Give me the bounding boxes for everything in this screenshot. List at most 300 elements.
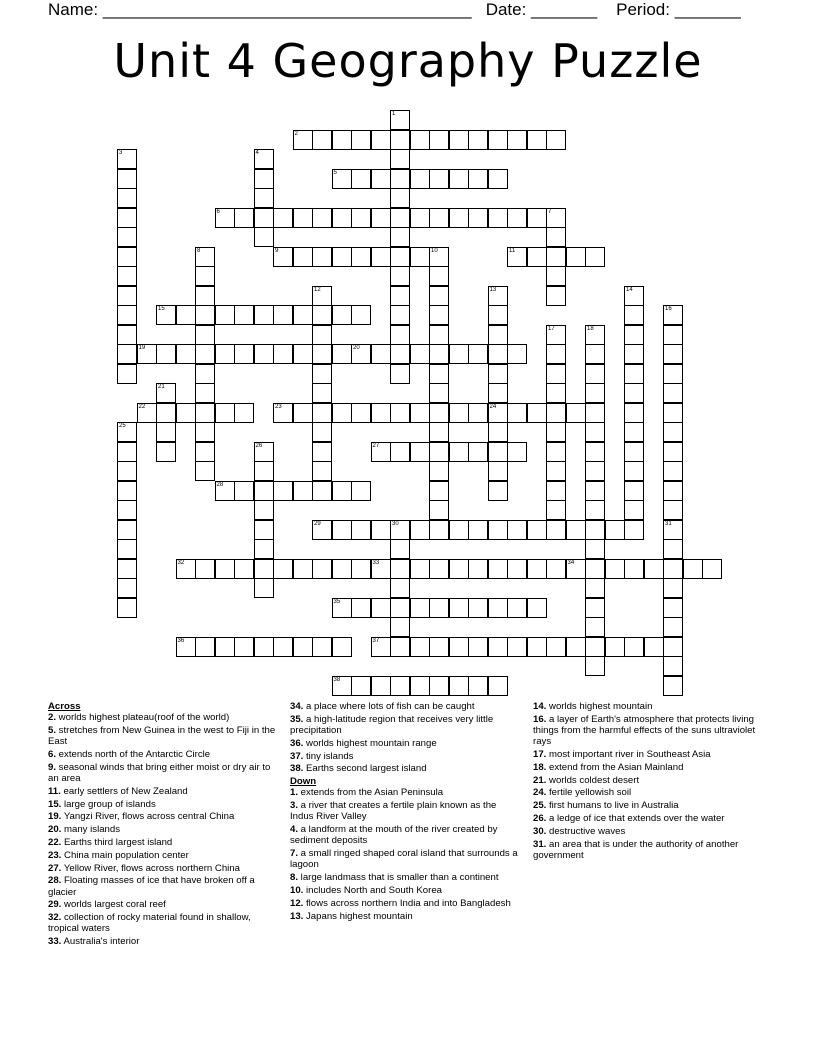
crossword-cell[interactable]	[663, 500, 683, 520]
crossword-cell[interactable]	[507, 247, 527, 267]
crossword-cell[interactable]	[429, 130, 449, 150]
crossword-cell[interactable]	[390, 578, 410, 598]
crossword-cell[interactable]	[195, 364, 215, 384]
crossword-cell[interactable]	[195, 461, 215, 481]
crossword-cell[interactable]	[663, 481, 683, 501]
crossword-cell[interactable]	[429, 325, 449, 345]
crossword-cell[interactable]	[410, 169, 430, 189]
crossword-cell[interactable]	[429, 266, 449, 286]
crossword-cell[interactable]	[351, 130, 371, 150]
crossword-cell[interactable]	[390, 286, 410, 306]
crossword-cell[interactable]	[488, 461, 508, 481]
crossword-cell[interactable]	[273, 559, 293, 579]
crossword-cell[interactable]	[449, 403, 469, 423]
crossword-cell[interactable]	[195, 559, 215, 579]
crossword-cell[interactable]	[410, 403, 430, 423]
crossword-cell[interactable]	[429, 637, 449, 657]
crossword-cell[interactable]	[254, 637, 274, 657]
crossword-cell[interactable]	[117, 149, 137, 169]
crossword-cell[interactable]	[546, 500, 566, 520]
crossword-cell[interactable]	[663, 676, 683, 696]
crossword-cell[interactable]	[663, 325, 683, 345]
crossword-cell[interactable]	[429, 247, 449, 267]
crossword-cell[interactable]	[351, 520, 371, 540]
crossword-cell[interactable]	[351, 481, 371, 501]
crossword-cell[interactable]	[371, 344, 391, 364]
crossword-cell[interactable]	[585, 461, 605, 481]
crossword-cell[interactable]	[234, 559, 254, 579]
crossword-cell[interactable]	[663, 617, 683, 637]
crossword-cell[interactable]	[176, 559, 196, 579]
crossword-cell[interactable]	[585, 481, 605, 501]
crossword-cell[interactable]	[390, 247, 410, 267]
crossword-cell[interactable]	[312, 461, 332, 481]
crossword-cell[interactable]	[234, 344, 254, 364]
crossword-cell[interactable]	[449, 208, 469, 228]
crossword-cell[interactable]	[351, 305, 371, 325]
crossword-cell[interactable]	[663, 305, 683, 325]
crossword-cell[interactable]	[663, 598, 683, 618]
crossword-cell[interactable]	[585, 247, 605, 267]
crossword-cell[interactable]	[507, 598, 527, 618]
crossword-cell[interactable]	[390, 520, 410, 540]
crossword-cell[interactable]	[312, 383, 332, 403]
crossword-cell[interactable]	[449, 344, 469, 364]
crossword-cell[interactable]	[156, 383, 176, 403]
crossword-cell[interactable]	[585, 364, 605, 384]
crossword-cell[interactable]	[449, 520, 469, 540]
crossword-cell[interactable]	[488, 559, 508, 579]
crossword-cell[interactable]	[527, 403, 547, 423]
crossword-cell[interactable]	[449, 169, 469, 189]
crossword-cell[interactable]	[546, 637, 566, 657]
crossword-cell[interactable]	[371, 559, 391, 579]
crossword-cell[interactable]	[195, 286, 215, 306]
crossword-cell[interactable]	[117, 247, 137, 267]
crossword-cell[interactable]	[585, 539, 605, 559]
crossword-cell[interactable]	[390, 110, 410, 130]
crossword-cell[interactable]	[254, 559, 274, 579]
crossword-cell[interactable]	[293, 344, 313, 364]
crossword-cell[interactable]	[215, 305, 235, 325]
crossword-cell[interactable]	[332, 520, 352, 540]
crossword-cell[interactable]	[273, 344, 293, 364]
crossword-cell[interactable]	[663, 422, 683, 442]
crossword-cell[interactable]	[507, 442, 527, 462]
crossword-cell[interactable]	[663, 364, 683, 384]
crossword-cell[interactable]	[429, 676, 449, 696]
crossword-cell[interactable]	[117, 500, 137, 520]
crossword-cell[interactable]	[117, 364, 137, 384]
crossword-cell[interactable]	[332, 344, 352, 364]
crossword-cell[interactable]	[429, 286, 449, 306]
crossword-cell[interactable]	[527, 598, 547, 618]
crossword-cell[interactable]	[624, 383, 644, 403]
crossword-cell[interactable]	[468, 403, 488, 423]
crossword-cell[interactable]	[468, 442, 488, 462]
crossword-cell[interactable]	[176, 637, 196, 657]
crossword-cell[interactable]	[215, 208, 235, 228]
crossword-cell[interactable]	[195, 403, 215, 423]
crossword-cell[interactable]	[429, 500, 449, 520]
crossword-cell[interactable]	[390, 149, 410, 169]
crossword-cell[interactable]	[254, 578, 274, 598]
crossword-cell[interactable]	[585, 520, 605, 540]
crossword-cell[interactable]	[156, 403, 176, 423]
crossword-cell[interactable]	[156, 344, 176, 364]
crossword-cell[interactable]	[390, 169, 410, 189]
crossword-cell[interactable]	[371, 130, 391, 150]
crossword-cell[interactable]	[663, 461, 683, 481]
crossword-cell[interactable]	[468, 559, 488, 579]
crossword-cell[interactable]	[546, 364, 566, 384]
crossword-cell[interactable]	[390, 325, 410, 345]
crossword-cell[interactable]	[663, 539, 683, 559]
crossword-cell[interactable]	[312, 247, 332, 267]
crossword-cell[interactable]	[527, 208, 547, 228]
crossword-cell[interactable]	[585, 637, 605, 657]
crossword-cell[interactable]	[488, 325, 508, 345]
crossword-cell[interactable]	[117, 598, 137, 618]
crossword-cell[interactable]	[351, 344, 371, 364]
crossword-cell[interactable]	[546, 559, 566, 579]
crossword-cell[interactable]	[644, 637, 664, 657]
crossword-cell[interactable]	[137, 344, 157, 364]
crossword-cell[interactable]	[624, 305, 644, 325]
crossword-cell[interactable]	[585, 500, 605, 520]
crossword-cell[interactable]	[390, 403, 410, 423]
crossword-cell[interactable]	[410, 676, 430, 696]
crossword-cell[interactable]	[390, 676, 410, 696]
crossword-cell[interactable]	[624, 520, 644, 540]
crossword-cell[interactable]	[585, 383, 605, 403]
crossword-cell[interactable]	[585, 325, 605, 345]
crossword-cell[interactable]	[507, 520, 527, 540]
crossword-cell[interactable]	[429, 344, 449, 364]
crossword-cell[interactable]	[117, 286, 137, 306]
crossword-cell[interactable]	[683, 559, 703, 579]
crossword-cell[interactable]	[507, 208, 527, 228]
crossword-cell[interactable]	[390, 598, 410, 618]
crossword-cell[interactable]	[663, 656, 683, 676]
crossword-cell[interactable]	[371, 208, 391, 228]
crossword-cell[interactable]	[215, 481, 235, 501]
crossword-cell[interactable]	[254, 305, 274, 325]
crossword-cell[interactable]	[410, 520, 430, 540]
crossword-cell[interactable]	[585, 403, 605, 423]
crossword-cell[interactable]	[624, 461, 644, 481]
crossword-cell[interactable]	[468, 208, 488, 228]
crossword-cell[interactable]	[312, 208, 332, 228]
crossword-cell[interactable]	[117, 559, 137, 579]
crossword-cell[interactable]	[546, 266, 566, 286]
crossword-cell[interactable]	[410, 208, 430, 228]
crossword-cell[interactable]	[507, 637, 527, 657]
crossword-cell[interactable]	[312, 305, 332, 325]
crossword-cell[interactable]	[293, 403, 313, 423]
crossword-cell[interactable]	[429, 208, 449, 228]
crossword-cell[interactable]	[429, 598, 449, 618]
crossword-cell[interactable]	[663, 442, 683, 462]
crossword-cell[interactable]	[215, 559, 235, 579]
crossword-cell[interactable]	[351, 676, 371, 696]
crossword-cell[interactable]	[215, 637, 235, 657]
crossword-cell[interactable]	[293, 305, 313, 325]
crossword-cell[interactable]	[195, 637, 215, 657]
crossword-cell[interactable]	[546, 208, 566, 228]
crossword-cell[interactable]	[117, 539, 137, 559]
crossword-cell[interactable]	[195, 442, 215, 462]
crossword-cell[interactable]	[117, 188, 137, 208]
crossword-cell[interactable]	[449, 598, 469, 618]
crossword-cell[interactable]	[546, 247, 566, 267]
crossword-cell[interactable]	[566, 403, 586, 423]
crossword-cell[interactable]	[332, 403, 352, 423]
crossword-cell[interactable]	[254, 208, 274, 228]
crossword-cell[interactable]	[117, 325, 137, 345]
crossword-cell[interactable]	[429, 169, 449, 189]
crossword-cell[interactable]	[195, 422, 215, 442]
crossword-cell[interactable]	[371, 403, 391, 423]
crossword-cell[interactable]	[468, 169, 488, 189]
crossword-cell[interactable]	[332, 676, 352, 696]
crossword-cell[interactable]	[234, 208, 254, 228]
crossword-cell[interactable]	[254, 169, 274, 189]
crossword-cell[interactable]	[195, 247, 215, 267]
crossword-cell[interactable]	[624, 559, 644, 579]
crossword-cell[interactable]	[390, 442, 410, 462]
crossword-cell[interactable]	[390, 617, 410, 637]
crossword-cell[interactable]	[293, 559, 313, 579]
crossword-cell[interactable]	[663, 403, 683, 423]
crossword-cell[interactable]	[176, 344, 196, 364]
crossword-cell[interactable]	[254, 188, 274, 208]
crossword-cell[interactable]	[546, 422, 566, 442]
crossword-cell[interactable]	[390, 266, 410, 286]
crossword-cell[interactable]	[273, 305, 293, 325]
crossword-cell[interactable]	[546, 130, 566, 150]
crossword-cell[interactable]	[624, 481, 644, 501]
crossword-cell[interactable]	[117, 481, 137, 501]
crossword-cell[interactable]	[234, 637, 254, 657]
crossword-cell[interactable]	[117, 442, 137, 462]
crossword-cell[interactable]	[702, 559, 722, 579]
crossword-cell[interactable]	[351, 247, 371, 267]
crossword-cell[interactable]	[117, 266, 137, 286]
crossword-cell[interactable]	[293, 130, 313, 150]
crossword-cell[interactable]	[312, 344, 332, 364]
crossword-cell[interactable]	[488, 676, 508, 696]
crossword-cell[interactable]	[488, 169, 508, 189]
crossword-cell[interactable]	[663, 578, 683, 598]
crossword-cell[interactable]	[117, 305, 137, 325]
crossword-cell[interactable]	[332, 169, 352, 189]
crossword-cell[interactable]	[527, 130, 547, 150]
crossword-cell[interactable]	[351, 403, 371, 423]
crossword-cell[interactable]	[332, 305, 352, 325]
crossword-cell[interactable]	[468, 676, 488, 696]
crossword-cell[interactable]	[507, 403, 527, 423]
crossword-cell[interactable]	[273, 208, 293, 228]
crossword-cell[interactable]	[410, 559, 430, 579]
crossword-cell[interactable]	[390, 188, 410, 208]
crossword-cell[interactable]	[410, 637, 430, 657]
crossword-cell[interactable]	[390, 539, 410, 559]
crossword-cell[interactable]	[449, 442, 469, 462]
crossword-cell[interactable]	[410, 598, 430, 618]
crossword-cell[interactable]	[156, 422, 176, 442]
crossword-cell[interactable]	[546, 227, 566, 247]
crossword-cell[interactable]	[585, 617, 605, 637]
crossword-cell[interactable]	[273, 637, 293, 657]
crossword-cell[interactable]	[312, 364, 332, 384]
crossword-cell[interactable]	[468, 130, 488, 150]
crossword-cell[interactable]	[488, 403, 508, 423]
crossword-cell[interactable]	[624, 344, 644, 364]
crossword-cell[interactable]	[507, 344, 527, 364]
crossword-cell[interactable]	[605, 520, 625, 540]
crossword-cell[interactable]	[371, 442, 391, 462]
crossword-cell[interactable]	[429, 520, 449, 540]
crossword-cell[interactable]	[390, 208, 410, 228]
crossword-cell[interactable]	[585, 422, 605, 442]
crossword-cell[interactable]	[117, 461, 137, 481]
crossword-cell[interactable]	[429, 364, 449, 384]
crossword-cell[interactable]	[371, 247, 391, 267]
crossword-cell[interactable]	[605, 637, 625, 657]
crossword-cell[interactable]	[371, 676, 391, 696]
crossword-cell[interactable]	[546, 442, 566, 462]
crossword-cell[interactable]	[156, 442, 176, 462]
crossword-cell[interactable]	[332, 130, 352, 150]
crossword-cell[interactable]	[254, 344, 274, 364]
crossword-cell[interactable]	[137, 403, 157, 423]
crossword-cell[interactable]	[585, 344, 605, 364]
crossword-cell[interactable]	[332, 637, 352, 657]
crossword-cell[interactable]	[254, 461, 274, 481]
crossword-cell[interactable]	[566, 247, 586, 267]
crossword-cell[interactable]	[215, 403, 235, 423]
crossword-cell[interactable]	[312, 422, 332, 442]
crossword-cell[interactable]	[429, 383, 449, 403]
crossword-cell[interactable]	[546, 344, 566, 364]
crossword-cell[interactable]	[254, 481, 274, 501]
crossword-cell[interactable]	[254, 149, 274, 169]
crossword-cell[interactable]	[117, 578, 137, 598]
crossword-cell[interactable]	[527, 637, 547, 657]
crossword-cell[interactable]	[332, 598, 352, 618]
crossword-cell[interactable]	[507, 559, 527, 579]
crossword-cell[interactable]	[351, 208, 371, 228]
crossword-cell[interactable]	[624, 403, 644, 423]
crossword-cell[interactable]	[371, 637, 391, 657]
crossword-cell[interactable]	[507, 130, 527, 150]
crossword-cell[interactable]	[312, 403, 332, 423]
crossword-cell[interactable]	[546, 383, 566, 403]
crossword-cell[interactable]	[468, 520, 488, 540]
crossword-cell[interactable]	[527, 559, 547, 579]
crossword-cell[interactable]	[410, 442, 430, 462]
crossword-cell[interactable]	[449, 676, 469, 696]
crossword-cell[interactable]	[566, 637, 586, 657]
crossword-cell[interactable]	[410, 344, 430, 364]
crossword-cell[interactable]	[585, 442, 605, 462]
crossword-cell[interactable]	[117, 344, 137, 364]
crossword-cell[interactable]	[449, 637, 469, 657]
crossword-cell[interactable]	[390, 364, 410, 384]
crossword-cell[interactable]	[663, 637, 683, 657]
crossword-cell[interactable]	[195, 305, 215, 325]
crossword-cell[interactable]	[312, 481, 332, 501]
crossword-cell[interactable]	[527, 247, 547, 267]
crossword-cell[interactable]	[663, 559, 683, 579]
crossword-cell[interactable]	[546, 403, 566, 423]
crossword-cell[interactable]	[312, 637, 332, 657]
crossword-cell[interactable]	[624, 637, 644, 657]
crossword-cell[interactable]	[293, 481, 313, 501]
crossword-cell[interactable]	[624, 442, 644, 462]
crossword-cell[interactable]	[312, 325, 332, 345]
crossword-cell[interactable]	[663, 383, 683, 403]
crossword-cell[interactable]	[488, 305, 508, 325]
crossword-cell[interactable]	[585, 656, 605, 676]
crossword-cell[interactable]	[273, 481, 293, 501]
crossword-cell[interactable]	[468, 598, 488, 618]
crossword-cell[interactable]	[624, 500, 644, 520]
crossword-cell[interactable]	[488, 442, 508, 462]
crossword-cell[interactable]	[527, 520, 547, 540]
crossword-cell[interactable]	[410, 247, 430, 267]
crossword-cell[interactable]	[273, 403, 293, 423]
crossword-cell[interactable]	[546, 286, 566, 306]
crossword-cell[interactable]	[351, 169, 371, 189]
crossword-cell[interactable]	[429, 403, 449, 423]
crossword-cell[interactable]	[468, 344, 488, 364]
crossword-cell[interactable]	[234, 481, 254, 501]
crossword-cell[interactable]	[390, 559, 410, 579]
crossword-cell[interactable]	[624, 286, 644, 306]
crossword-cell[interactable]	[488, 364, 508, 384]
crossword-cell[interactable]	[332, 481, 352, 501]
crossword-cell[interactable]	[488, 598, 508, 618]
crossword-cell[interactable]	[429, 461, 449, 481]
crossword-cell[interactable]	[195, 325, 215, 345]
crossword-cell[interactable]	[254, 520, 274, 540]
crossword-cell[interactable]	[195, 383, 215, 403]
crossword-cell[interactable]	[332, 559, 352, 579]
crossword-cell[interactable]	[390, 637, 410, 657]
crossword-cell[interactable]	[234, 403, 254, 423]
crossword-cell[interactable]	[566, 559, 586, 579]
crossword-cell[interactable]	[488, 520, 508, 540]
crossword-cell[interactable]	[585, 598, 605, 618]
crossword-cell[interactable]	[117, 227, 137, 247]
crossword-cell[interactable]	[488, 344, 508, 364]
crossword-cell[interactable]	[351, 598, 371, 618]
crossword-cell[interactable]	[312, 286, 332, 306]
crossword-cell[interactable]	[351, 559, 371, 579]
crossword-cell[interactable]	[371, 169, 391, 189]
crossword-cell[interactable]	[546, 461, 566, 481]
crossword-cell[interactable]	[605, 559, 625, 579]
crossword-cell[interactable]	[585, 559, 605, 579]
crossword-cell[interactable]	[468, 637, 488, 657]
crossword-cell[interactable]	[215, 344, 235, 364]
crossword-cell[interactable]	[429, 559, 449, 579]
crossword-cell[interactable]	[332, 208, 352, 228]
crossword-cell[interactable]	[117, 422, 137, 442]
crossword-cell[interactable]	[254, 442, 274, 462]
